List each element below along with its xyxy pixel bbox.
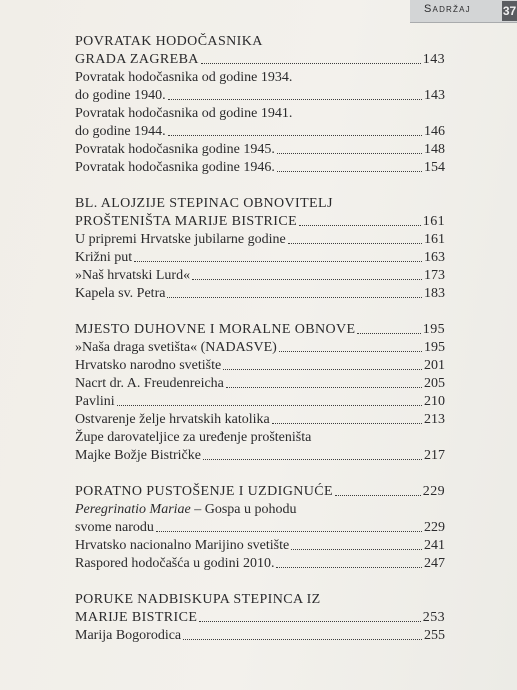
toc-entry-title-rest: – Gospa u pohodu bbox=[190, 502, 297, 517]
toc-entry: Povratak hodočasnika godine 1945. 148 bbox=[75, 142, 445, 157]
toc-entry: Ostvarenje želje hrvatskih katolika 213 bbox=[75, 412, 445, 427]
toc-entry: Pavlini 210 bbox=[75, 394, 445, 409]
toc-section-heading: POVRATAK HODOČASNIKA bbox=[75, 34, 263, 49]
running-header-title: Sadržaj bbox=[424, 3, 471, 15]
toc-entry: do godine 1940. 143 bbox=[75, 88, 445, 103]
toc-entry: Povratak hodočasnika od godine 1941. bbox=[75, 106, 293, 121]
toc-entry: »Naš hrvatski Lurd« 173 bbox=[75, 268, 445, 283]
page-number: 37 bbox=[502, 1, 517, 21]
toc-section-heading: PORATNO PUSTOŠENJE I UZDIGNUĆE 229 bbox=[75, 484, 445, 499]
toc-entry: Hrvatsko nacionalno Marijino svetište 241 bbox=[75, 538, 445, 553]
toc-entry: Raspored hodočašća u godini 2010. 247 bbox=[75, 556, 445, 571]
toc-entry: Majke Božje Bistričke 217 bbox=[75, 448, 445, 463]
toc-entry: U pripremi Hrvatske jubilarne godine 161 bbox=[75, 232, 445, 247]
toc-entry: Župe darovateljice za uređenje prošteništa bbox=[75, 430, 312, 445]
toc-entry-italic-title: Peregrinatio Mariae bbox=[75, 502, 191, 517]
toc-entry: Marija Bogorodica 255 bbox=[75, 628, 445, 643]
toc-section-heading: PORUKE NADBISKUPA STEPINCA IZ bbox=[75, 592, 321, 607]
toc-section-heading: BL. ALOJZIJE STEPINAC OBNOVITELJ bbox=[75, 196, 333, 211]
toc-section-heading: MJESTO DUHOVNE I MORALNE OBNOVE 195 bbox=[75, 322, 445, 337]
toc-entry: Hrvatsko narodno svetište 201 bbox=[75, 358, 445, 373]
toc-section-heading: MARIJE BISTRICE 253 bbox=[75, 610, 445, 625]
toc-entry: Križni put 163 bbox=[75, 250, 445, 265]
toc-section-heading: PROŠTENIŠTA MARIJE BISTRICE 161 bbox=[75, 214, 445, 229]
toc-entry: Povratak hodočasnika godine 1946. 154 bbox=[75, 160, 445, 175]
toc-entry: svome narodu 229 bbox=[75, 520, 445, 535]
toc-entry bbox=[75, 498, 445, 518]
toc-entry: do godine 1944. 146 bbox=[75, 124, 445, 139]
toc-entry: Nacrt dr. A. Freudenreicha 205 bbox=[75, 376, 445, 391]
toc-section-heading: GRADA ZAGREBA 143 bbox=[75, 52, 445, 67]
toc-entry: Kapela sv. Petra 183 bbox=[75, 286, 445, 301]
toc-entry: »Naša draga svetišta« (NADASVE) 195 bbox=[75, 340, 445, 355]
toc-entry: Povratak hodočasnika od godine 1934. bbox=[75, 70, 293, 85]
